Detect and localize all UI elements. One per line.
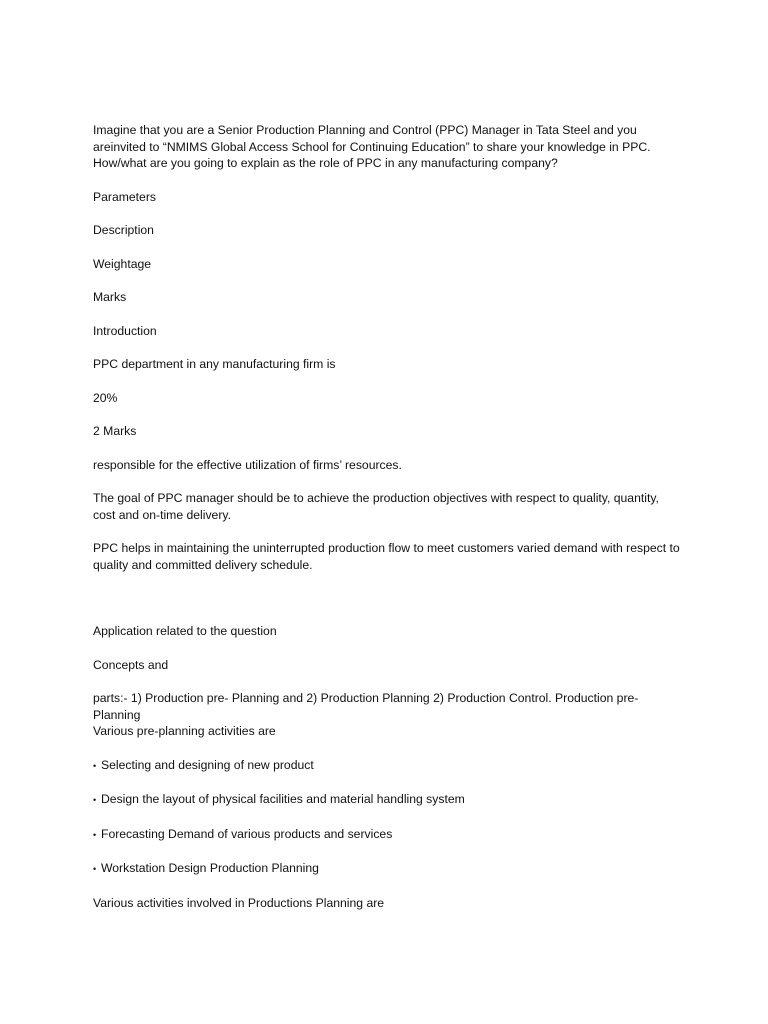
application-heading: Application related to the question [93,624,277,638]
marks-value: 2 Marks [93,424,137,438]
parts-paragraph: parts:- 1) Production pre- Planning and 2) Production Planning 2) Production Control. Production pre- Planning [93,691,639,722]
list-item [93,860,683,878]
list-item-text: Selecting and designing of new product [101,757,314,772]
list-item [93,757,683,775]
list-item-text: Forecasting Demand of various products and services [101,826,393,841]
list-item [93,791,683,809]
weightage-heading: Weightage [93,256,152,271]
ppc-department-text: PPC department in any manufacturing firm is [93,357,336,371]
question-paragraph: Imagine that you are a Senior Production Planning and Control (PPC) Manager in Tata Steel and you areinvited to “NMIMS Global Access School for Continuing Education” to share your knowledge in PPC. How/what are you going to explain as the role of PPC in any manufacturing company? [93,123,651,170]
bullet-icon: • [93,829,97,840]
document-body [93,122,683,911]
list-item-text: Design the layout of physical facilities and material handling system [101,792,465,806]
introduction-heading: Introduction [93,323,157,338]
parameters-heading: Parameters [93,189,156,204]
description-heading: Description [93,223,154,237]
bullet-icon: • [93,760,97,771]
ppc-helps-paragraph: PPC helps in maintaining the uninterrupted production flow to meet customers varied demand with respect to quality and committed delivery schedule. [93,541,680,572]
list-item [93,826,683,844]
responsible-text: responsible for the effective utilization of firms’ resources. [93,457,402,472]
concepts-heading: Concepts and [93,657,169,672]
bullet-icon: • [93,864,97,874]
list-item-text: Workstation Design Production Planning [101,861,319,875]
planning-activities-intro: Various activities involved in Productions Planning are [93,895,385,910]
pre-planning-intro: Various pre-planning activities are [93,724,276,738]
goal-paragraph: The goal of PPC manager should be to achieve the production objectives with respect to quality, quantity, cost and on-time delivery. [93,491,659,522]
bullet-icon: • [93,795,97,805]
marks-heading: Marks [93,290,127,304]
weightage-value: 20% [93,390,118,405]
